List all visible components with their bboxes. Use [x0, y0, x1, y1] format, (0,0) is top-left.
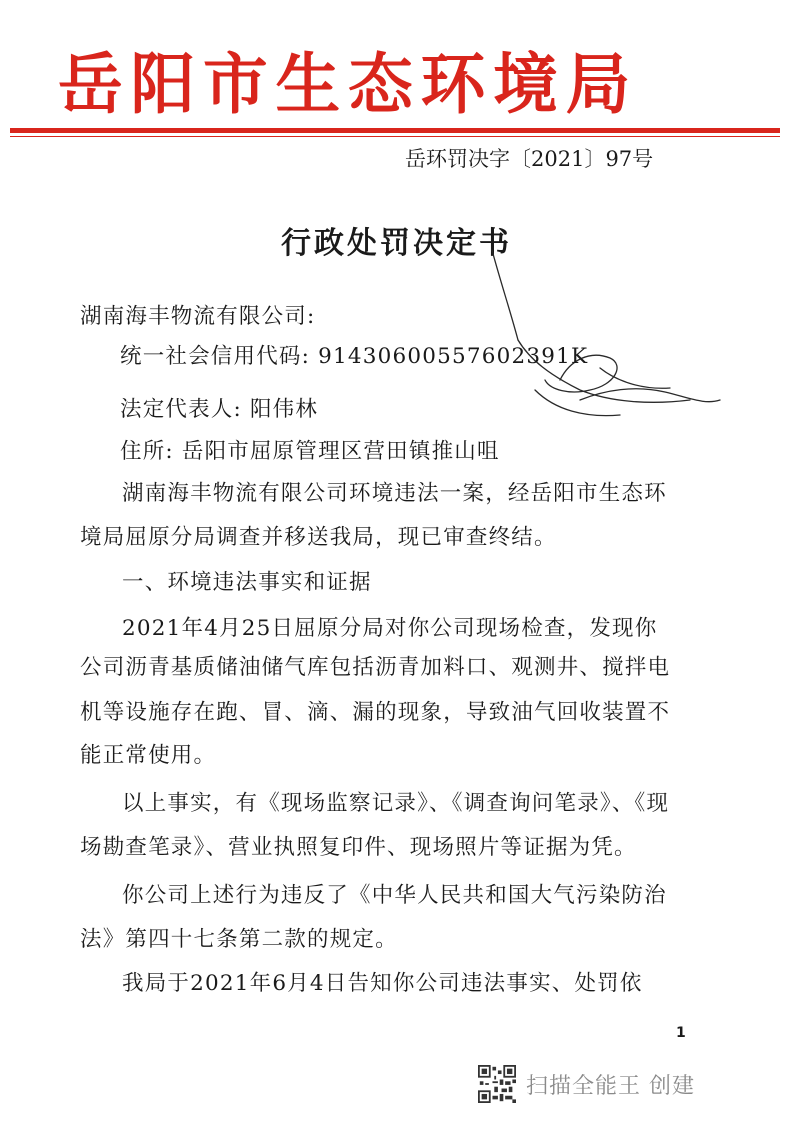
page-number: 1 [676, 1025, 686, 1041]
qr-code-icon [478, 1065, 516, 1103]
body-line: 法》第四十七条第二款的规定。 [80, 927, 398, 952]
document-number: 岳环罚决字〔2021〕97号 [405, 147, 654, 171]
body-line: 你公司上述行为违反了《中华人民共和国大气污染防治 [122, 883, 667, 908]
document-title: 行政处罚决定书 [281, 226, 512, 261]
body-line: 能正常使用。 [80, 743, 217, 768]
body-line: 以上事实，有《现场监察记录》、《调查询问笔录》、《现 [122, 791, 670, 816]
header-red-rule [10, 128, 780, 133]
credit-code: 统一社会信用代码: 91430600557602391K [120, 344, 589, 369]
body-line: 湖南海丰物流有限公司环境违法一案，经岳阳市生态环 [122, 481, 667, 506]
body-line: 2021年4月25日屈原分局对你公司现场检查，发现你 [122, 616, 658, 641]
recipient-name: 湖南海丰物流有限公司: [80, 304, 316, 329]
scanner-watermark [478, 1062, 695, 1106]
body-line: 我局于2021年6月4日告知你公司违法事实、处罚依 [122, 971, 643, 996]
address: 住所: 岳阳市屈原管理区营田镇推山咀 [120, 439, 500, 464]
agency-header-title: 岳阳市生态环境局 [58, 46, 639, 123]
legal-representative: 法定代表人: 阳伟林 [120, 397, 319, 422]
section-heading: 一、环境违法事实和证据 [122, 570, 372, 595]
body-line: 场勘查笔录》、营业执照复印件、现场照片等证据为凭。 [80, 835, 637, 860]
body-line: 机等设施存在跑、冒、滴、漏的现象，导致油气回收装置不 [80, 700, 671, 725]
header-red-rule-thin [10, 136, 780, 137]
body-line: 公司沥青基质储油储气库包括沥青加料口、观测井、搅拌电 [80, 655, 671, 680]
body-line: 境局屈原分局调查并移送我局，现已审查终结。 [80, 525, 557, 550]
signature-scribble [440, 240, 740, 440]
watermark-text: 扫描全能王 创建 [526, 1073, 695, 1099]
